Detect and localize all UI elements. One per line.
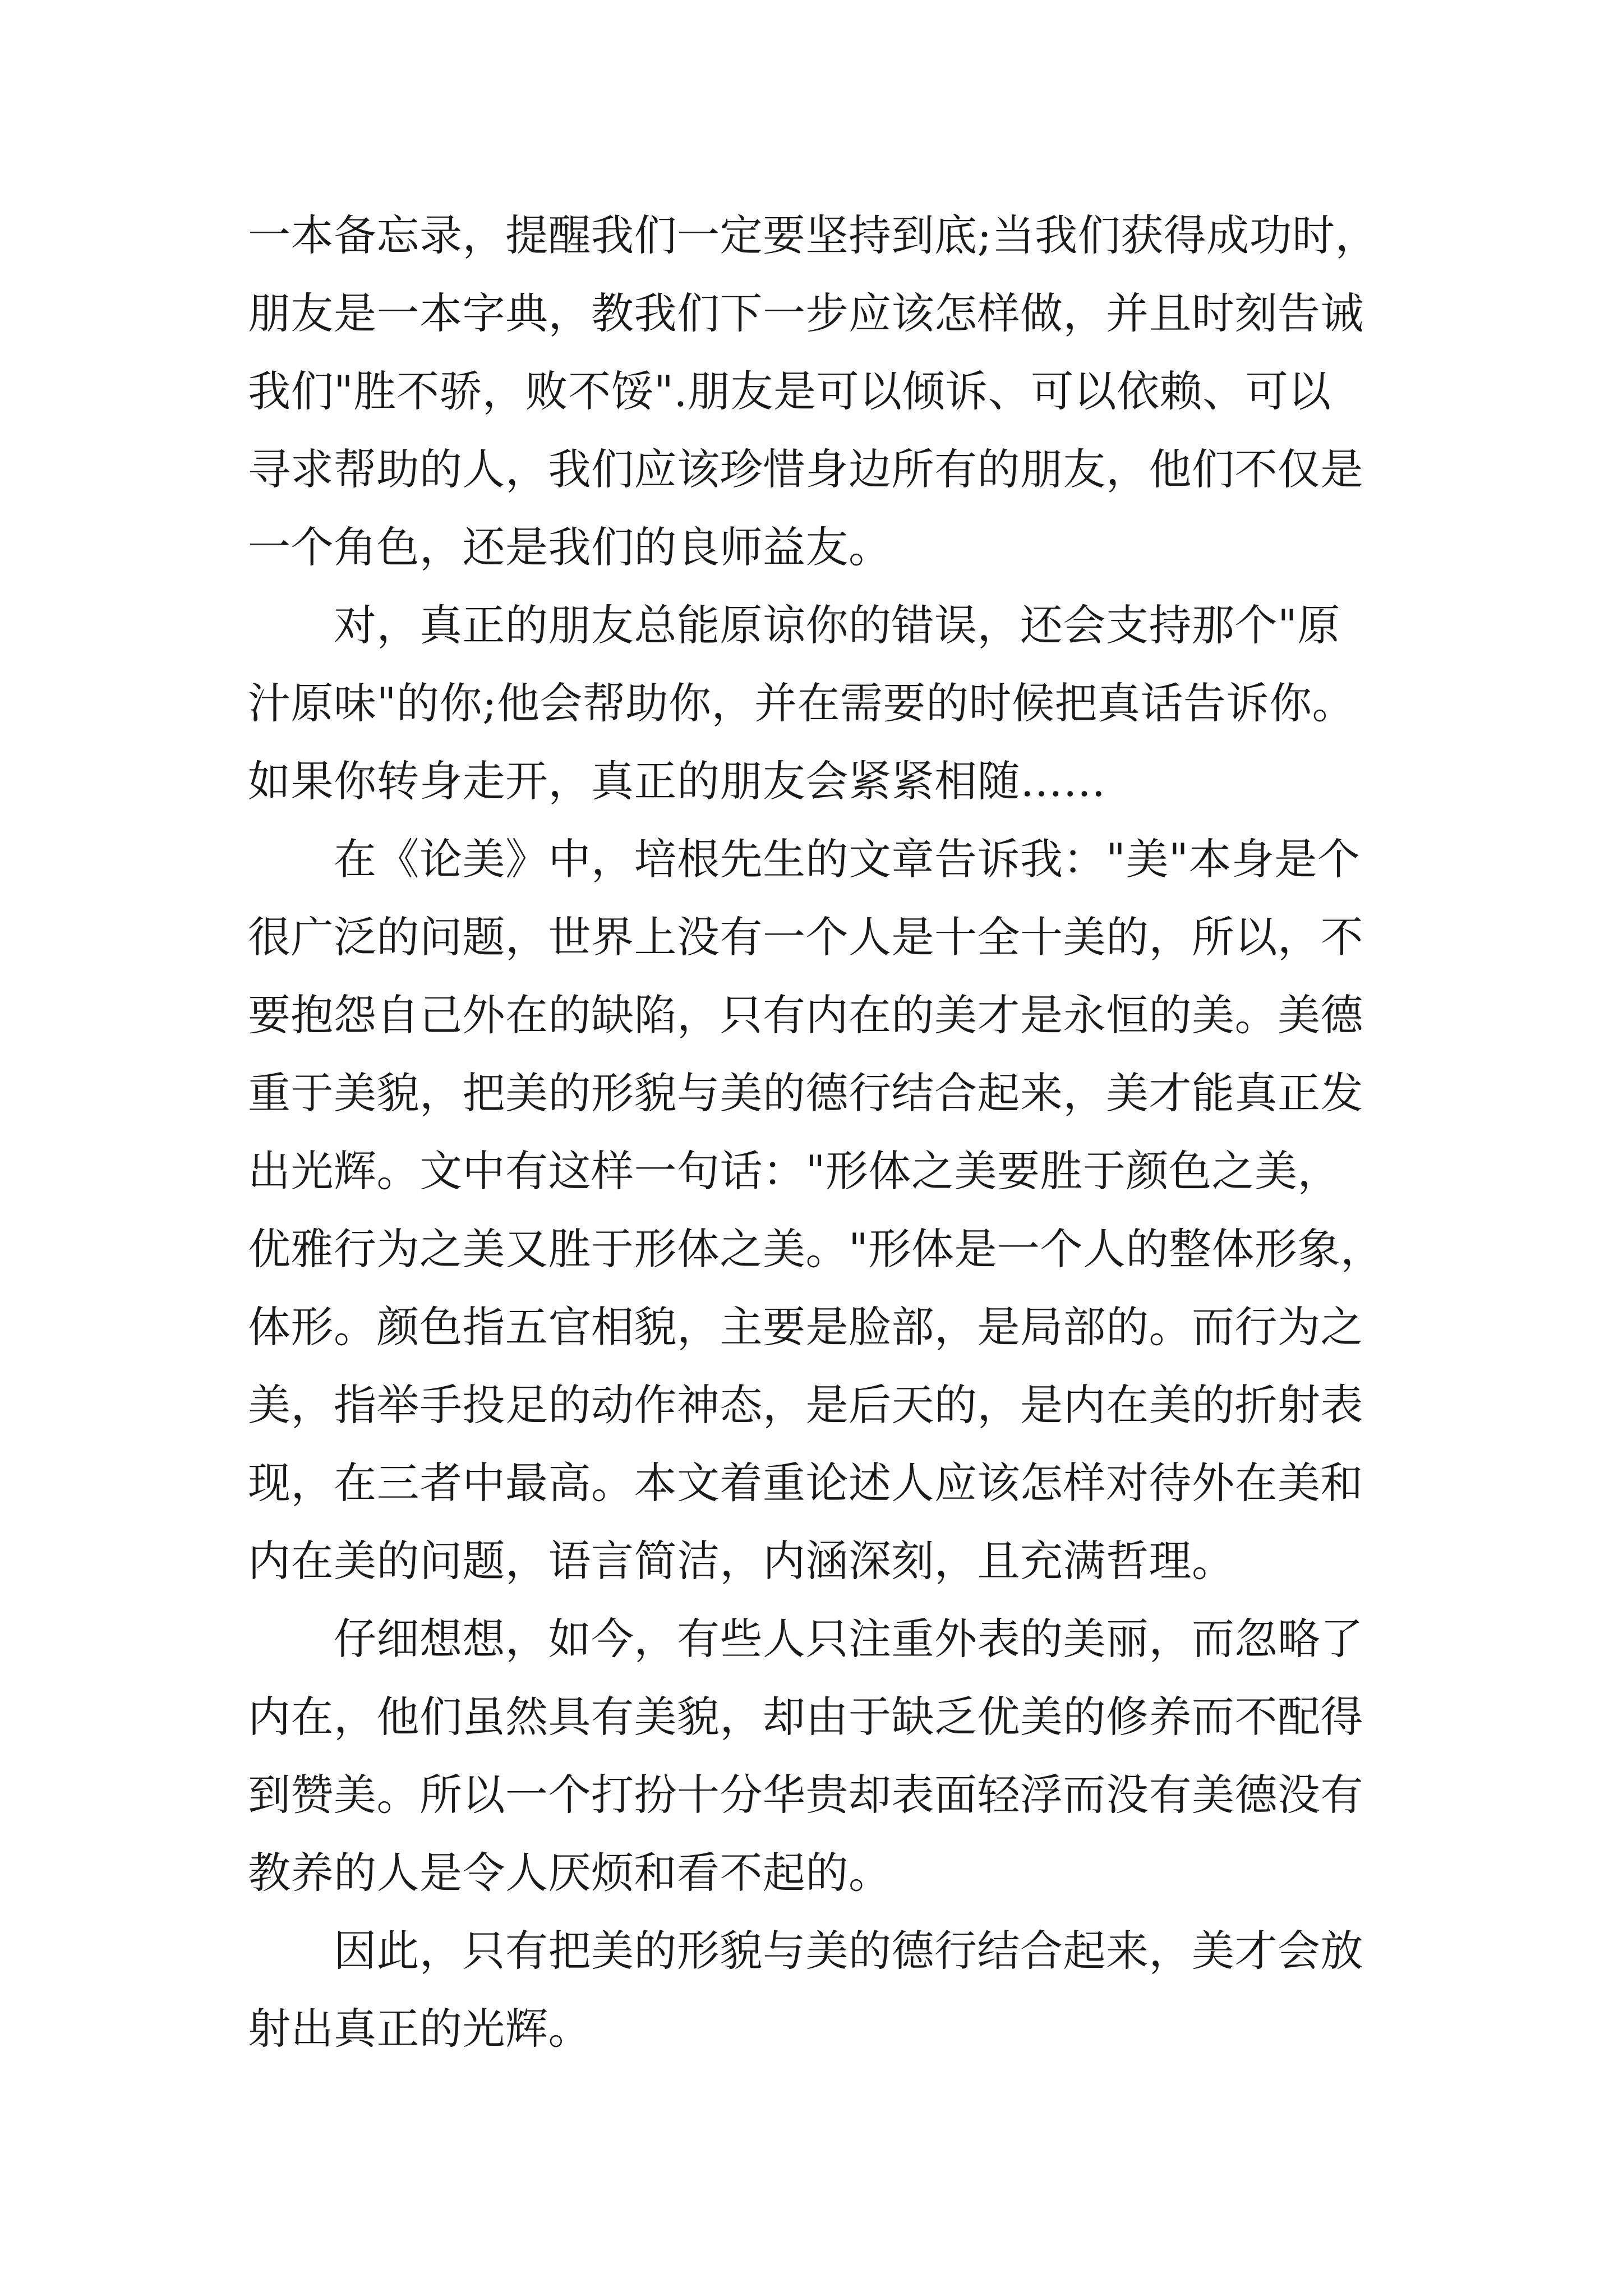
text-line: 要抱怨自己外在的缺陷，只有内在的美才是永恒的美。美德 — [248, 990, 1363, 1040]
text-line: 内在美的问题，语言简洁，内涵深刻，且充满哲理。 — [248, 1536, 1235, 1586]
text-line: 如果你转身走开，真正的朋友会紧紧相随…… — [248, 756, 1106, 806]
text-line: 一本备忘录，提醒我们一定要坚持到底;当我们获得成功时， — [248, 210, 1378, 260]
text-line: 朋友是一本字典，教我们下一步应该怎样做，并且时刻告诫 — [248, 288, 1363, 338]
text-line: 出光辉。文中有这样一句话："形体之美要胜于颜色之美， — [248, 1146, 1340, 1196]
text-line: 优雅行为之美又胜于形体之美。"形体是一个人的整体形象， — [248, 1224, 1384, 1274]
text-line: 对，真正的朋友总能原谅你的错误，还会支持那个"原 — [248, 600, 1340, 650]
text-line: 寻求帮助的人，我们应该珍惜身边所有的朋友，他们不仅是 — [248, 444, 1363, 494]
text-line: 很广泛的问题，世界上没有一个人是十全十美的，所以，不 — [248, 912, 1363, 962]
text-line: 到赞美。所以一个打扮十分华贵却表面轻浮而没有美德没有 — [248, 1770, 1363, 1820]
text-line: 体形。颜色指五官相貌，主要是脸部，是局部的。而行为之 — [248, 1302, 1363, 1352]
text-line: 我们"胜不骄，败不馁".朋友是可以倾诉、可以依赖、可以 — [248, 366, 1331, 416]
text-line: 因此，只有把美的形貌与美的德行结合起来，美才会放 — [248, 1926, 1363, 1976]
text-line: 汁原味"的你;他会帮助你，并在需要的时候把真话告诉你。 — [248, 678, 1355, 728]
text-line: 现，在三者中最高。本文着重论述人应该怎样对待外在美和 — [248, 1458, 1363, 1508]
text-line: 一个角色，还是我们的良师益友。 — [248, 522, 892, 572]
text-line: 内在，他们虽然具有美貌，却由于缺乏优美的修养而不配得 — [248, 1692, 1363, 1742]
document-body — [248, 196, 1384, 2068]
text-line: 教养的人是令人厌烦和看不起的。 — [248, 1848, 892, 1898]
text-line: 在《论美》中，培根先生的文章告诉我："美"本身是个 — [248, 834, 1361, 884]
text-line: 仔细想想，如今，有些人只注重外表的美丽，而忽略了 — [248, 1614, 1363, 1664]
text-line: 重于美貌，把美的形貌与美的德行结合起来，美才能真正发 — [248, 1068, 1363, 1118]
text-line: 美，指举手投足的动作神态，是后天的，是内在美的折射表 — [248, 1380, 1363, 1430]
text-line: 射出真正的光辉。 — [248, 2004, 591, 2054]
